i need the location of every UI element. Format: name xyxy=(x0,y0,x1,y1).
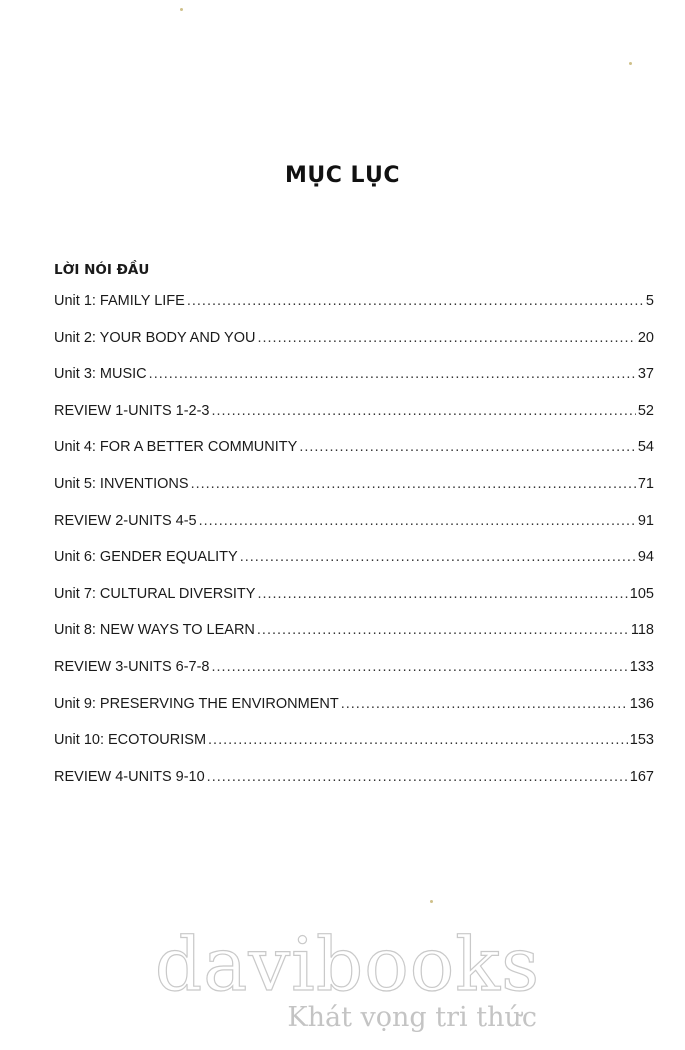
toc-leader-dots xyxy=(257,622,629,638)
toc-leader-dots xyxy=(240,549,636,565)
toc-entry-page-number: 71 xyxy=(637,475,654,492)
toc-leader-dots xyxy=(199,513,636,529)
toc-entry-page-number: 133 xyxy=(629,658,654,675)
toc-entry-label: Unit 10: ECOTOURISM xyxy=(54,732,207,749)
toc-entry xyxy=(54,769,654,806)
toc-leader-dots xyxy=(207,769,628,785)
toc-entry-page-number: 118 xyxy=(630,622,654,639)
toc-leader-dots xyxy=(191,476,636,492)
toc-entry xyxy=(54,513,654,550)
toc-entry xyxy=(54,403,654,440)
toc-entry-page-number: 20 xyxy=(637,329,654,346)
watermark-brand: davibooks xyxy=(154,922,541,1008)
toc-entry-label: REVIEW 1-UNITS 1-2-3 xyxy=(54,402,210,419)
paper-speck xyxy=(629,62,632,65)
toc-entry-label: Unit 2: YOUR BODY AND YOU xyxy=(54,329,256,346)
toc-entry-page-number: 91 xyxy=(637,512,654,529)
toc-entry-label: REVIEW 2-UNITS 4-5 xyxy=(54,512,197,529)
toc-entry-page-number: 54 xyxy=(637,439,654,456)
toc-entry-label: REVIEW 4-UNITS 9-10 xyxy=(54,768,205,785)
toc-entry-label: Unit 8: NEW WAYS TO LEARN xyxy=(54,622,255,639)
toc-entry-label: Unit 1: FAMILY LIFE xyxy=(54,293,185,309)
toc-entry xyxy=(54,476,654,513)
toc-leader-dots xyxy=(187,293,644,309)
toc-entry-page-number: 94 xyxy=(637,549,654,566)
toc-entry xyxy=(54,659,654,696)
table-of-contents xyxy=(54,258,654,805)
toc-entry-page-number: 5 xyxy=(645,293,654,309)
toc-entry-page-number: 105 xyxy=(629,585,654,602)
toc-entry-page-number: 52 xyxy=(637,402,654,419)
toc-entry xyxy=(54,622,654,659)
page-title: MỤC LỤC xyxy=(284,163,401,188)
toc-leader-dots xyxy=(212,659,628,675)
toc-leader-dots xyxy=(257,330,635,346)
toc-leader-dots xyxy=(208,732,628,748)
toc-entry-label: Unit 9: PRESERVING THE ENVIRONMENT xyxy=(54,695,339,712)
toc-entry xyxy=(54,439,654,476)
paper-speck xyxy=(430,900,433,903)
toc-entry xyxy=(54,586,654,623)
toc-entry-page-number: 136 xyxy=(629,695,654,712)
toc-leader-dots xyxy=(299,439,636,455)
toc-entry xyxy=(54,549,654,586)
toc-entry xyxy=(54,366,654,403)
toc-leader-dots xyxy=(212,403,636,419)
toc-leader-dots xyxy=(149,366,636,382)
toc-entry-page-number: 167 xyxy=(629,768,654,785)
toc-entries xyxy=(54,293,654,805)
toc-leader-dots xyxy=(257,586,627,602)
toc-entry-label: Unit 6: GENDER EQUALITY xyxy=(54,549,238,566)
toc-leader-dots xyxy=(341,696,628,712)
toc-entry-label: Unit 3: MUSIC xyxy=(54,366,147,383)
toc-entry-label: REVIEW 3-UNITS 6-7-8 xyxy=(54,658,210,675)
toc-entry xyxy=(54,732,654,769)
toc-entry-page-number: 153 xyxy=(629,732,654,749)
toc-entry xyxy=(54,293,654,330)
toc-entry-page-number: 37 xyxy=(637,366,654,383)
toc-entry-label: Unit 5: INVENTIONS xyxy=(54,475,189,492)
watermark-slogan: Khát vọng tri thức xyxy=(287,1002,537,1033)
toc-entry xyxy=(54,330,654,367)
paper-speck xyxy=(180,8,183,11)
preface-heading: LỜI NÓI ĐẦU xyxy=(54,262,150,278)
toc-entry-label: Unit 7: CULTURAL DIVERSITY xyxy=(54,585,256,602)
toc-entry xyxy=(54,696,654,733)
watermark xyxy=(0,920,685,1033)
toc-entry-label: Unit 4: FOR A BETTER COMMUNITY xyxy=(54,439,298,456)
